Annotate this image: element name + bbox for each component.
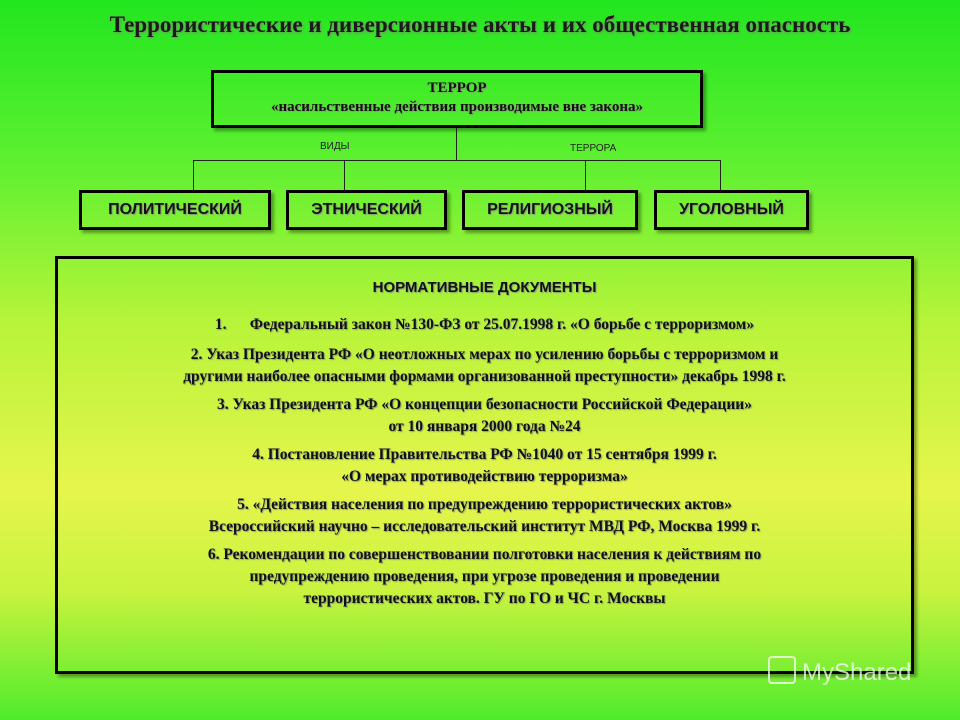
document-4-line-2: «О мерах противодействию терроризма» — [341, 468, 628, 485]
label-terrora: ТЕРРОРА — [570, 143, 617, 154]
connector-drop-4 — [720, 160, 721, 190]
connector-drop-3 — [585, 160, 586, 190]
myshared-logo-icon — [768, 656, 796, 684]
document-1-text: Федеральный закон №130-ФЗ от 25.07.1998 г. «О борьбе с терроризмом» — [249, 316, 755, 333]
document-2-line-1: 2. Указ Президента РФ «О неотложных мерах по усилению борьбы с терроризмом и — [190, 346, 779, 363]
type-ethnic: ЭТНИЧЕСКИЙ — [286, 190, 447, 230]
connector-vertical-main — [456, 128, 457, 160]
label-vidy: ВИДЫ — [320, 141, 350, 152]
document-3 — [58, 394, 911, 438]
document-6-line-3: террористических актов. ГУ по ГО и ЧС г. Москвы — [303, 590, 666, 607]
normative-documents-box — [55, 256, 914, 674]
document-5-line-1: 5. «Действия населения по предупреждению террористических актов» — [237, 496, 732, 513]
documents-heading: НОРМАТИВНЫЕ ДОКУМЕНТЫ — [372, 279, 597, 296]
type-religious: РЕЛИГИОЗНЫЙ — [462, 190, 638, 230]
type-political: ПОЛИТИЧЕСКИЙ — [79, 190, 271, 230]
document-6 — [58, 544, 911, 610]
document-5 — [58, 494, 911, 538]
document-2-line-2: другими наиболее опасными формами организованной преступности» декабрь 1998 г. — [183, 368, 786, 385]
document-4 — [58, 444, 911, 488]
type-criminal: УГОЛОВНЫЙ — [654, 190, 809, 230]
document-3-line-2: от 10 января 2000 года №24 — [388, 418, 581, 435]
document-5-line-2: Всероссийский научно – исследовательский институт МВД РФ, Москва 1999 г. — [208, 518, 761, 535]
definition-text: «насильственные действия производимые вне закона» — [270, 99, 644, 115]
document-6-line-1: 6. Рекомендации по совершенствовании полготовки населения к действиям по — [207, 546, 762, 563]
watermark-text: MyShared — [802, 659, 912, 686]
watermark — [768, 656, 911, 687]
definition-term: ТЕРРОР — [427, 80, 487, 96]
document-3-line-1: 3. Указ Президента РФ «О концепции безопасности Российской Федерации» — [217, 396, 752, 413]
document-4-line-1: 4. Постановление Правительства РФ №1040 от 15 сентября 1999 г. — [252, 446, 717, 463]
document-1-number: 1. — [214, 316, 227, 333]
document-2 — [58, 344, 911, 388]
terror-definition-box — [211, 70, 703, 128]
document-6-line-2: предупреждению проведения, при угрозе проведения и проведении — [249, 568, 720, 585]
connector-horizontal — [193, 160, 721, 161]
slide-title: Террористические и диверсионные акты и их общественная опасность — [109, 12, 851, 37]
connector-drop-1 — [193, 160, 194, 190]
document-1 — [58, 314, 911, 336]
connector-drop-2 — [344, 160, 345, 190]
